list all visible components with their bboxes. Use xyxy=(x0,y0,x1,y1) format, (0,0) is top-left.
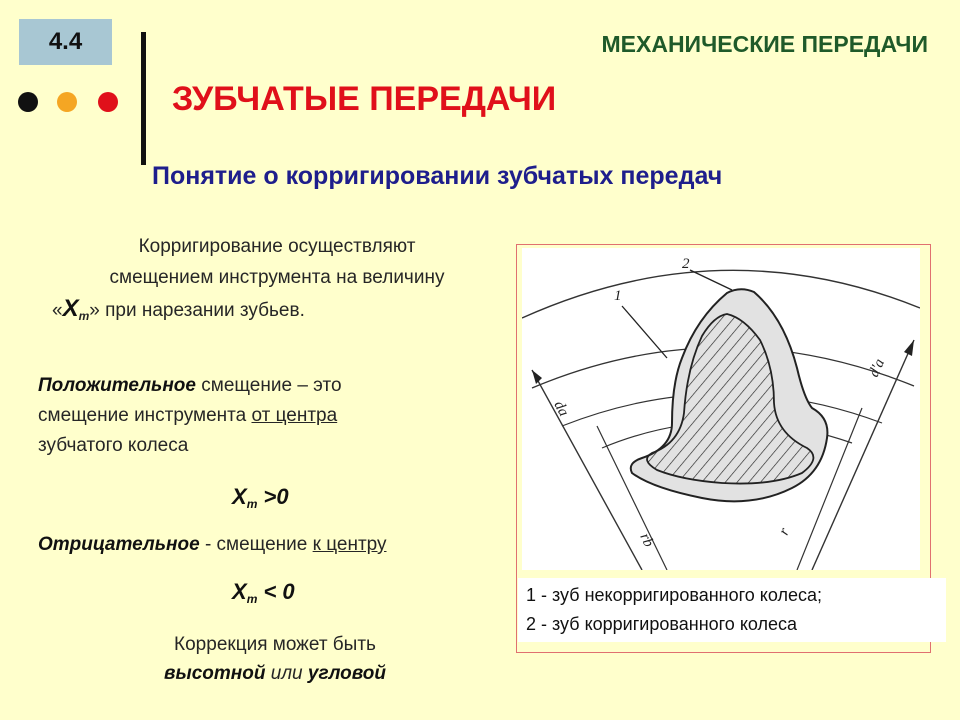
positive-text-1: смещение – это xyxy=(195,375,342,396)
formula-negative-sub: m xyxy=(246,592,258,606)
negative-offset-definition xyxy=(38,529,387,560)
page-subtitle: Понятие о корригировании зубчатых передач xyxy=(152,162,723,190)
formula-positive-sub: m xyxy=(246,497,258,511)
topic-heading: МЕХАНИЧЕСКИЕ ПЕРЕДАЧИ xyxy=(601,31,928,57)
bullet-dot-orange xyxy=(57,92,77,112)
positive-text-2: смещение инструмента xyxy=(38,405,252,426)
formula-positive-x: X xyxy=(232,484,247,509)
arrow-right xyxy=(904,340,914,356)
label-r: r xyxy=(776,525,794,538)
correction-height: высотной xyxy=(164,663,266,684)
negative-term: Отрицательное xyxy=(38,534,200,555)
label-d-right: d'a xyxy=(866,356,889,380)
header-divider xyxy=(141,32,146,165)
dimension-line-left-inner xyxy=(597,426,667,570)
intro-line-1: Корригирование осуществляют xyxy=(138,236,416,257)
page-title: ЗУБЧАТЫЕ ПЕРЕДАЧИ xyxy=(172,80,557,118)
leader-line-1 xyxy=(622,306,667,358)
correction-line-1: Коррекция может быть xyxy=(174,634,376,655)
formula-negative xyxy=(232,579,295,606)
label-tooth-1: 1 xyxy=(614,288,622,304)
caption-line-1: 1 - зуб некорригированного колеса; xyxy=(526,585,822,605)
quote-open: « xyxy=(52,300,63,321)
correction-angular: угловой xyxy=(307,663,386,684)
negative-text: - смещение xyxy=(199,534,313,555)
caption-line-2: 2 - зуб корригированного колеса xyxy=(526,614,798,634)
label-tooth-2: 2 xyxy=(682,256,690,272)
arrow-left xyxy=(532,370,542,384)
intro-paragraph xyxy=(52,231,502,332)
label-rb: rb xyxy=(636,530,657,550)
formula-negative-rest: < 0 xyxy=(257,579,295,604)
dimension-line-right xyxy=(812,340,914,570)
positive-text-3: зубчатого колеса xyxy=(38,435,189,456)
bullet-dot-black xyxy=(18,92,38,112)
leader-line-2 xyxy=(690,270,732,290)
gear-tooth-diagram xyxy=(522,248,920,570)
positive-underlined: от центра xyxy=(251,405,338,426)
figure-caption xyxy=(518,578,946,642)
quote-close: » xyxy=(89,300,100,321)
formula-negative-x: X xyxy=(232,579,247,604)
formula-positive-rest: >0 xyxy=(257,484,289,509)
section-number-badge: 4.4 xyxy=(19,19,112,65)
correction-note xyxy=(60,630,490,688)
bullet-dot-red xyxy=(98,92,118,112)
positive-term: Положительное xyxy=(38,375,196,396)
negative-underlined: к центру xyxy=(312,534,387,555)
correction-or: или xyxy=(265,663,308,684)
offset-subscript: m xyxy=(78,309,90,323)
intro-line-3 xyxy=(52,293,502,332)
label-d-left: da xyxy=(550,398,572,420)
positive-offset-definition xyxy=(38,371,478,461)
intro-line-3-text: при нарезании зубьев. xyxy=(99,300,305,321)
gear-tooth-svg xyxy=(522,248,920,570)
formula-positive xyxy=(232,484,289,511)
dimension-line-left xyxy=(532,370,642,570)
intro-line-2: смещением инструмента на величину xyxy=(109,267,445,288)
offset-symbol: X xyxy=(62,295,79,322)
